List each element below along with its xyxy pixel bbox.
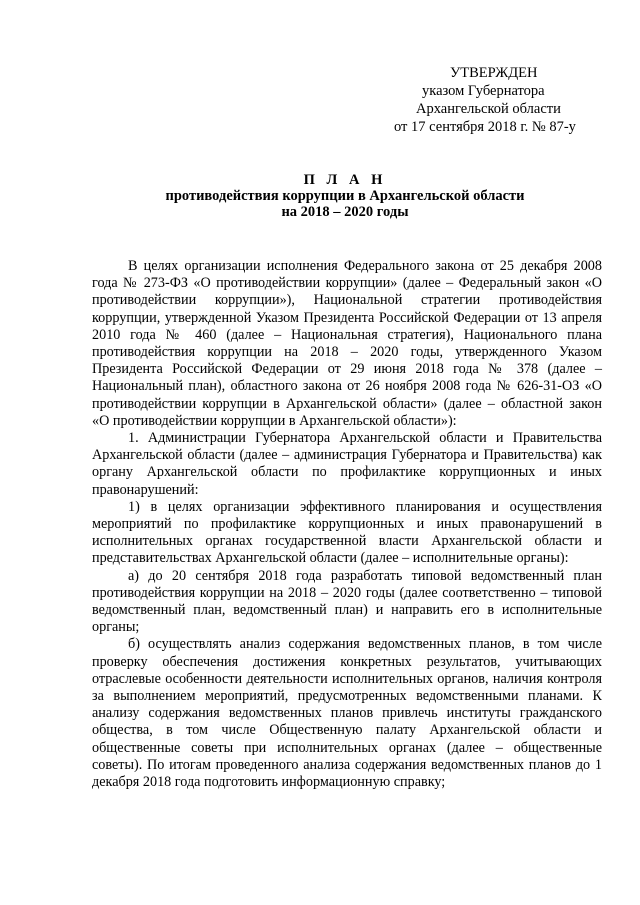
paragraph-item-1-1: 1) в целях организации эффективного планирования и осуществления мероприятий по профилактике коррупционных и иных правонарушений в исполнительных органах государственной власти Архангельской области и представительствах Архангельской области (далее – исполнительные органы): [92,498,602,567]
approval-region: Архангельской области [416,101,561,117]
title-period: на 2018 – 2020 годы [281,204,409,220]
approval-authority: указом Губернатора [422,83,545,99]
paragraph-item-1: 1. Администрации Губернатора Архангельской области и Правительства Архангельской области (далее – администрация Губернатора и Правительства) как органу Архангельской области по профилактике коррупционных и иных правонарушений: [92,430,602,498]
paragraph-item-b: б) осуществлять анализ содержания ведомственных планов, в том числе проверку обеспечения достижения конкретных результатов, учитывающих отраслевые особенности деятельности исполнительных органов, наличия контроля за выполнением мероприятий, предусмотренных ведомственными планами. К анализу содержания ведомственных планов привлечь институты гражданского общества, в том числе Общественную палату Архангельской области и общественные советы при исполнительных органах (далее – общественные советы). По итогам проведенного анализа содержания ведомственных планов до 1 декабря 2018 года подготовить информационную справку; [92,636,602,791]
title-plan: П Л А Н [303,172,387,188]
document-body [92,258,602,791]
paragraph-item-a: а) до 20 сентября 2018 года разработать типовой ведомственный план противодействия коррупции на 2018 – 2020 годы (далее соответственно – типовой ведомственный план, ведомственный план) и направить его в исполнительные органы; [92,567,602,636]
approval-date-number: от 17 сентября 2018 г. № 87-у [394,119,576,135]
title-subject: противодействия коррупции в Архангельской области [165,188,525,204]
approval-stamp [380,64,620,136]
approval-heading: УТВЕРЖДЕН [450,65,538,81]
document-title [90,172,600,220]
paragraph-preamble: В целях организации исполнения Федерального закона от 25 декабря 2008 года № 273-ФЗ «О противодействии коррупции» (далее – Федеральный закон «О противодействии коррупции»), Национальной стратегии противодействия коррупции, утвержденной Указом Президента Российской Федерации от 13 апреля 2010 года № 460 (далее – Национальная стратегия), Национального плана противодействия коррупции на 2018 – 2020 годы, утвержденного Указом Президента Российской Федерации от 29 июня 2018 года № 378 (далее – Национальный план), областного закона от 26 ноября 2008 года № 626-31-ОЗ «О противодействии коррупции в Архангельской области» (далее – областной закон «О противодействии коррупции в Архангельской области»): [92,258,602,429]
